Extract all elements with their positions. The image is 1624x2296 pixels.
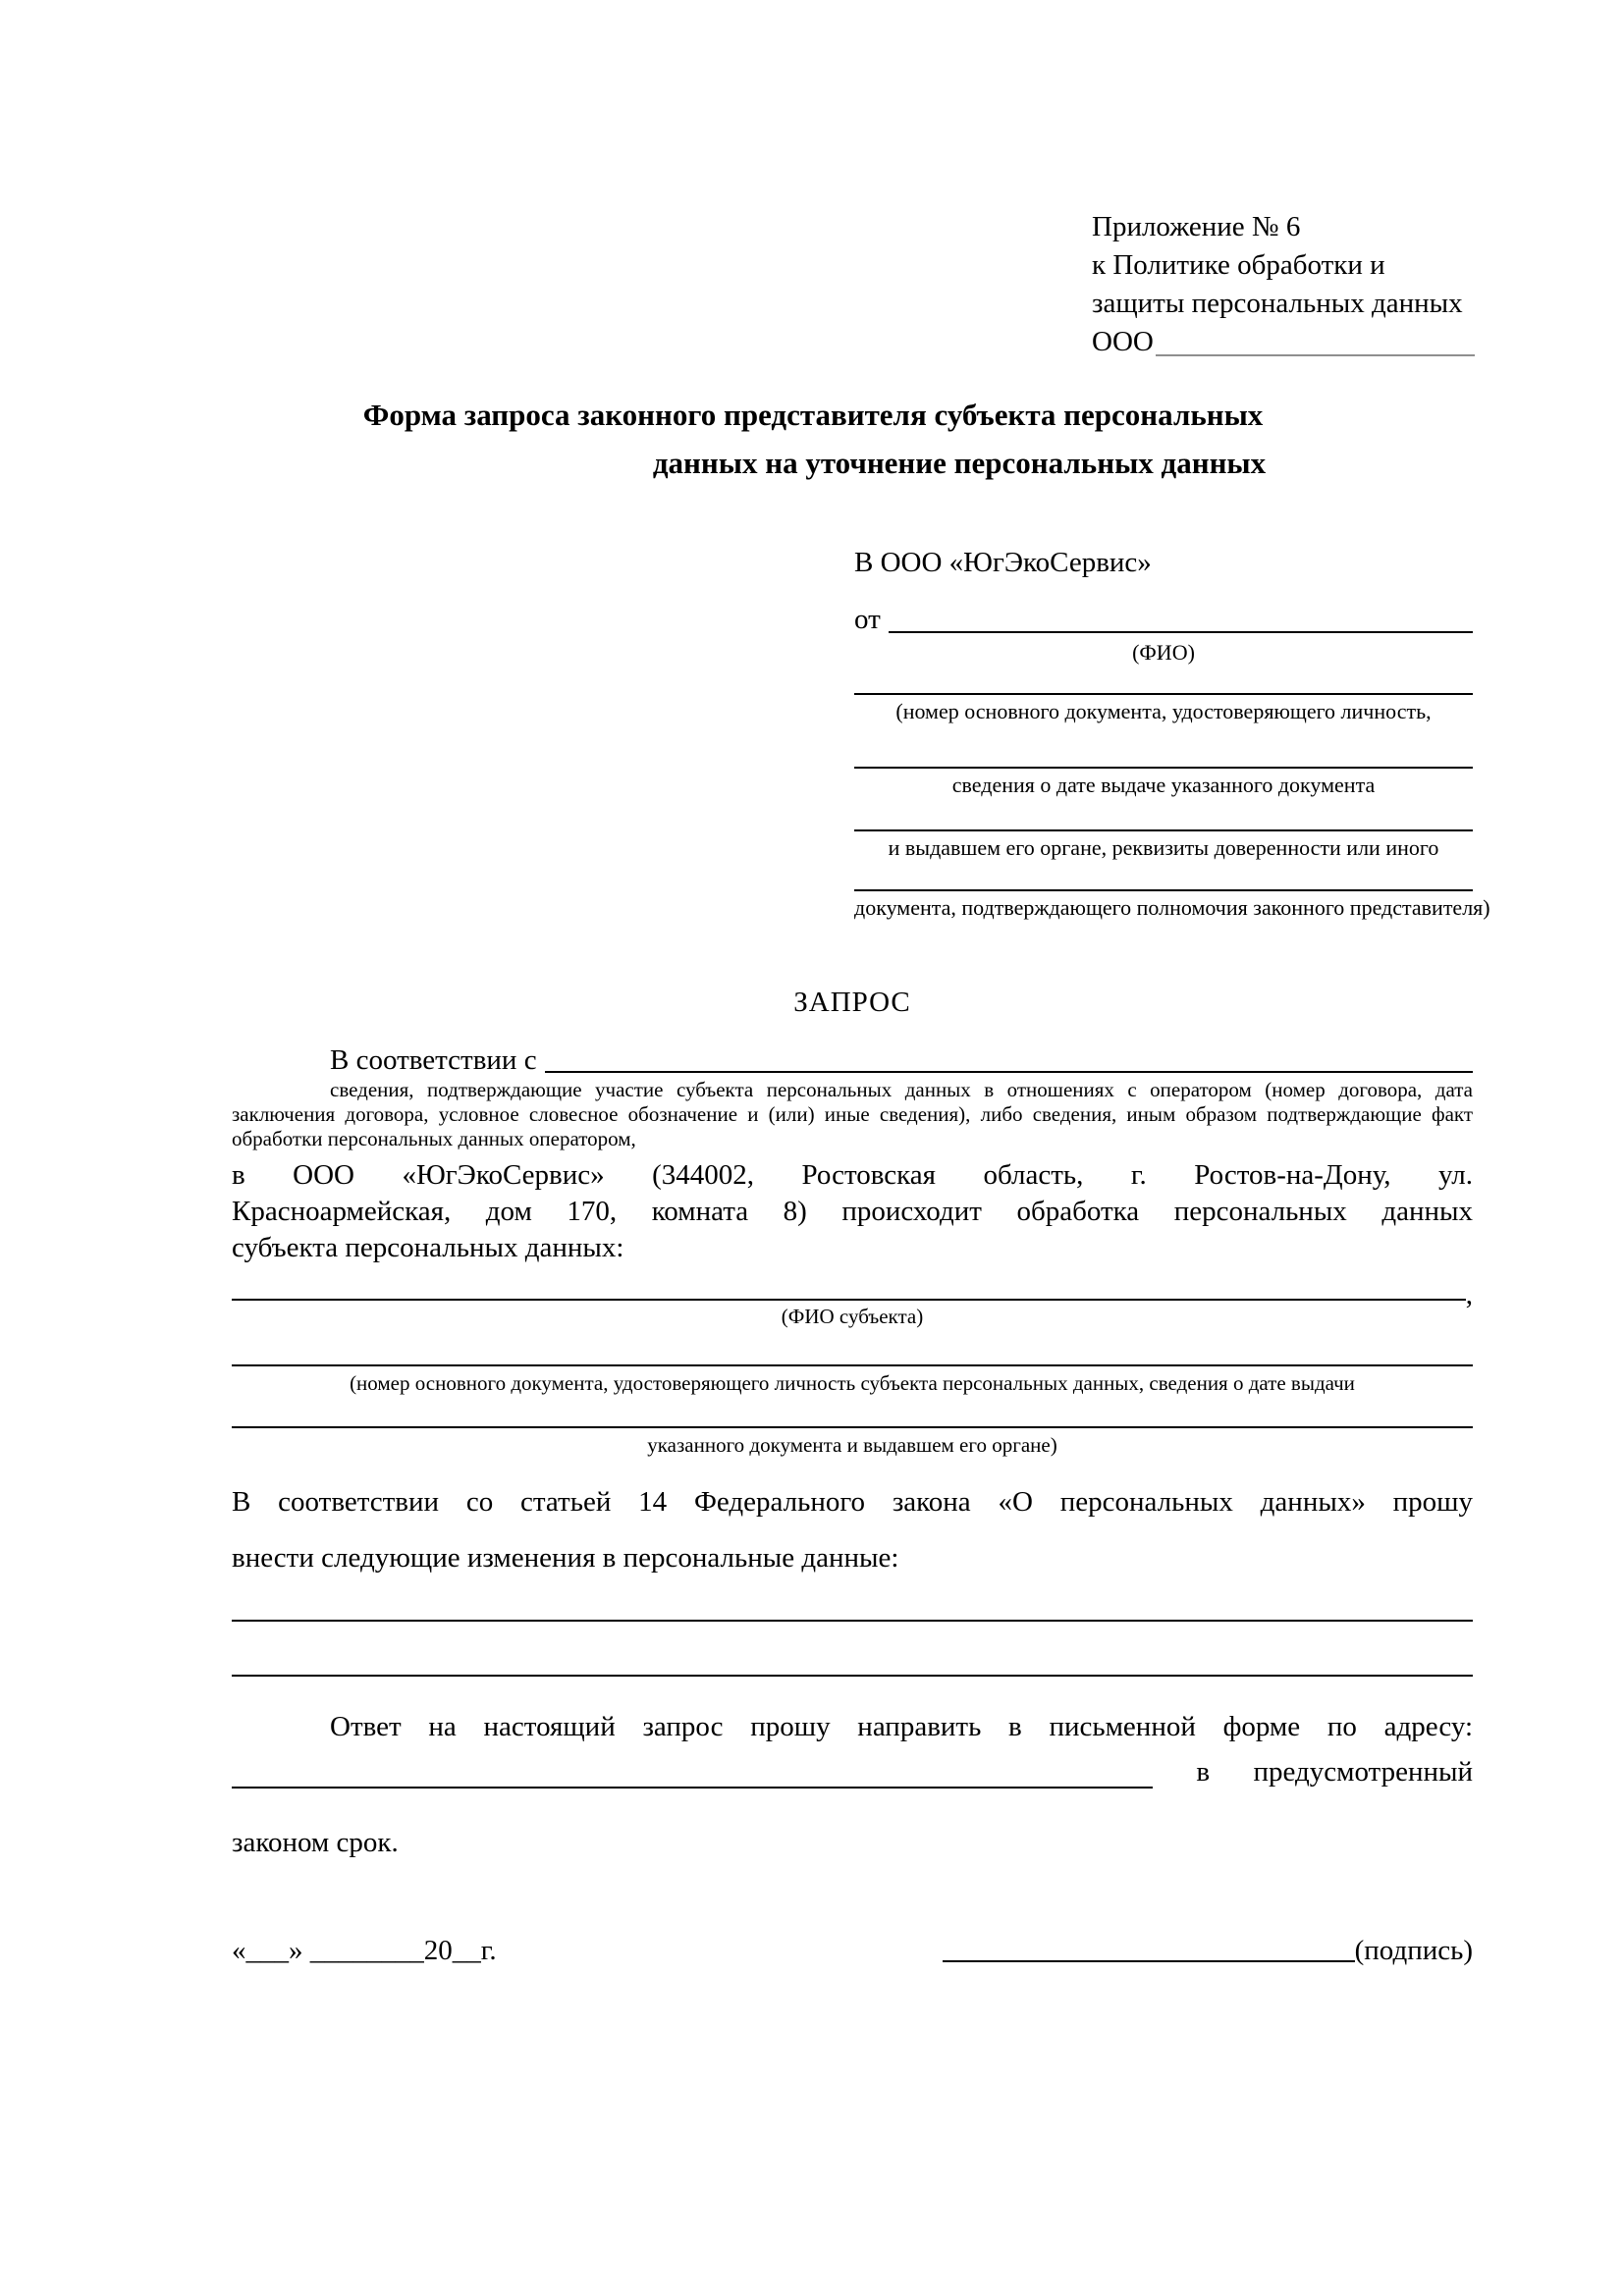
subject-fio-blank-line xyxy=(232,1299,1466,1301)
appendix-ooo-row xyxy=(1092,323,1475,361)
document-content xyxy=(232,208,1490,1969)
ooo-blank-line xyxy=(1156,323,1475,356)
subject-fio-caption: (ФИО субъекта) xyxy=(781,1305,924,1328)
reply-word-term: предусмотренный xyxy=(1253,1756,1473,1788)
title-line-1: Форма запроса законного представителя субъекта персональных xyxy=(362,398,1264,432)
reply-address-row xyxy=(232,1756,1473,1789)
subject-document-caption-1: (номер основного документа, удостоверяющего личность субъекта персональных данных, сведения о дате выдачи xyxy=(350,1371,1355,1395)
operator-paragraph xyxy=(232,1157,1473,1266)
addressee-block xyxy=(854,544,1490,921)
basis-label: В соответствии с xyxy=(330,1044,537,1076)
law-paragraph-line-1: В соответствии со статьей 14 Федерального закона «О персональных данных» прошу xyxy=(232,1486,1473,1518)
basis-blank-line xyxy=(545,1042,1473,1073)
appendix-line-1: Приложение № 6 xyxy=(1092,211,1301,242)
fio-caption: (ФИО) xyxy=(1132,640,1195,665)
document-title xyxy=(232,391,1473,487)
issuing-authority-caption: и выдавшем его органе, реквизиты доверенности или иного xyxy=(888,835,1439,860)
changes-blank-line-1 xyxy=(232,1620,1473,1622)
ooo-prefix: ООО xyxy=(1092,326,1154,357)
subject-document-blank-line-2 xyxy=(232,1426,1473,1428)
subject-document-caption-2: указанного документа и выдавшем его органе) xyxy=(647,1433,1057,1457)
reply-paragraph-line-1: Ответ на настоящий запрос прошу направить в письменной форме по адресу: xyxy=(330,1711,1473,1742)
authority-document-caption: документа, подтверждающего полномочия законного представителя) xyxy=(854,895,1490,920)
signature-date: «___» ________20__г. xyxy=(232,1935,497,1966)
operator-line-1: в ООО «ЮгЭкоСервис» (344002, Ростовская область, г. Ростов-на-Дону, ул. xyxy=(232,1159,1473,1191)
from-label: от xyxy=(854,604,881,635)
title-line-2: данных на уточнение персональных данных xyxy=(652,446,1267,480)
subject-fio-comma: , xyxy=(1465,1279,1473,1310)
footnote-line-3: обработки персональных данных оператором, xyxy=(232,1127,636,1150)
appendix-block xyxy=(1092,208,1475,361)
basis-footnote xyxy=(232,1078,1473,1151)
reply-paragraph-line-3: законом срок. xyxy=(232,1827,399,1858)
document-number-caption: (номер основного документа, удостоверяющего личность, xyxy=(895,699,1432,723)
request-heading: ЗАПРОС xyxy=(793,987,911,1018)
appendix-line-2: к Политике обработки и xyxy=(1092,249,1385,281)
law-paragraph-line-2: внести следующие изменения в персональные данные: xyxy=(232,1542,899,1574)
footnote-line-2: заключения договора, условное словесное обозначение и (или) иные сведения), либо сведения, иным образом подтверждающие факт xyxy=(232,1102,1473,1126)
addressee-to: В ООО «ЮгЭкоСервис» xyxy=(854,547,1152,578)
reply-word-in: в xyxy=(1196,1756,1211,1788)
signature-row xyxy=(232,1932,1473,1969)
operator-line-3: субъекта персональных данных: xyxy=(232,1232,624,1263)
signature-blank-line xyxy=(943,1960,1355,1962)
subject-fio-row xyxy=(232,1279,1473,1310)
issue-date-caption: сведения о дате выдаче указанного документа xyxy=(951,773,1376,797)
authority-document-blank-line xyxy=(854,889,1473,891)
operator-line-2: Красноармейская, дом 170, комната 8) происходит обработка персональных данных xyxy=(232,1196,1473,1227)
document-number-blank-line xyxy=(854,693,1473,695)
footnote-line-1: сведения, подтверждающие участие субъекта персональных данных в отношениях с оператором (номер договора, дата xyxy=(330,1078,1473,1101)
from-row xyxy=(854,604,1473,636)
signature-caption: (подпись) xyxy=(1354,1935,1473,1966)
reply-address-blank-line xyxy=(232,1787,1153,1789)
fio-blank-line xyxy=(889,604,1473,633)
changes-blank-line-2 xyxy=(232,1675,1473,1677)
issue-date-blank-line xyxy=(854,767,1473,769)
signature-right xyxy=(943,1932,1473,1969)
basis-row xyxy=(232,1042,1473,1078)
issuing-authority-blank-line xyxy=(854,829,1473,831)
subject-document-blank-line-1 xyxy=(232,1364,1473,1366)
appendix-line-3: защиты персональных данных xyxy=(1092,288,1463,319)
